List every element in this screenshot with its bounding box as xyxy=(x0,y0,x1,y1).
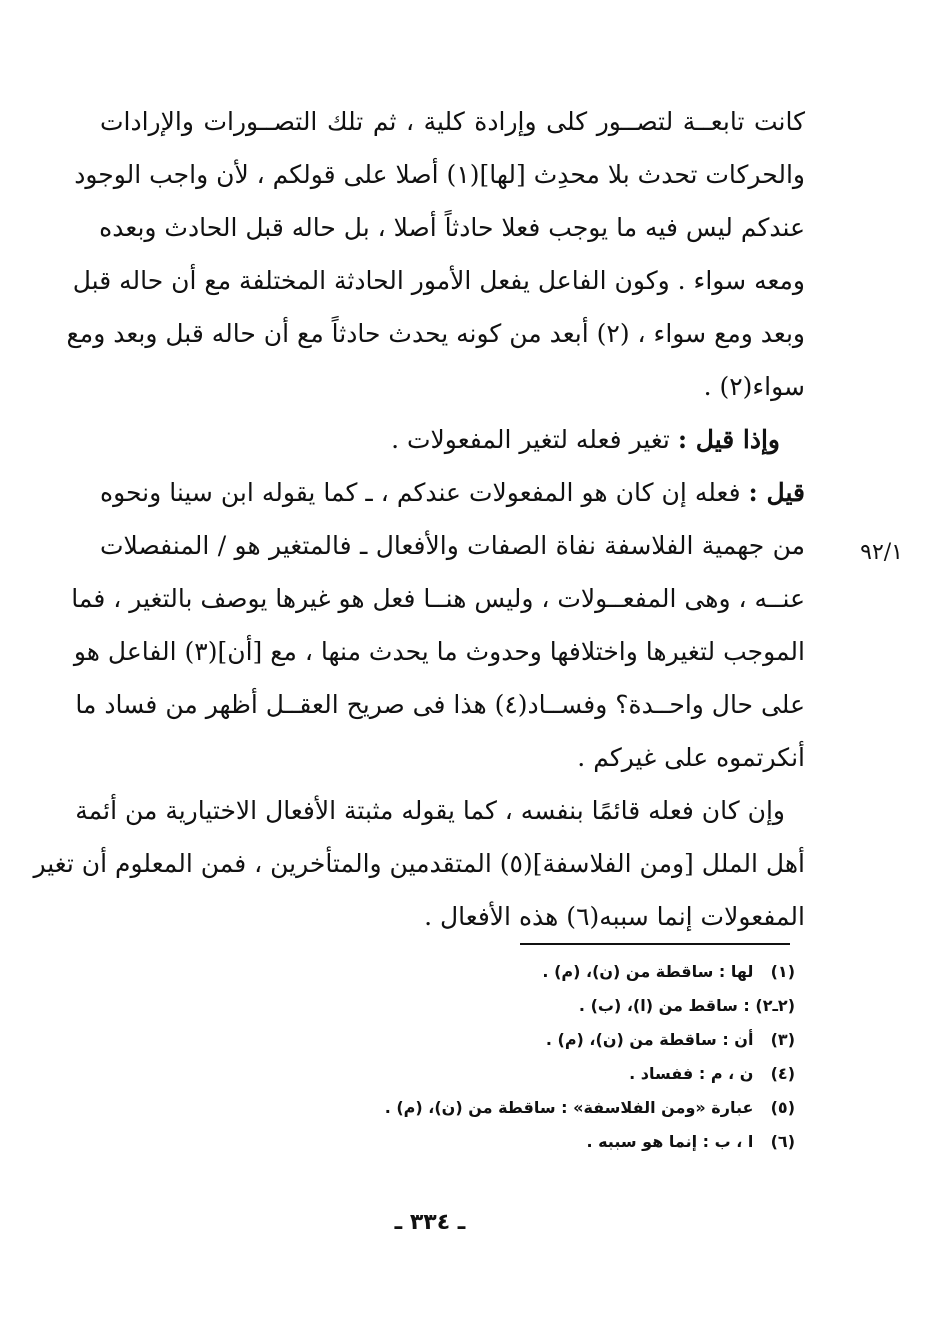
footnote xyxy=(200,1023,795,1057)
text-line: من جهمية الفلاسفة نفاة الصفات والأفعال ـ فالمتغير هو / المنفصلات xyxy=(100,531,805,560)
text-line: كانت تابعــة لتصــور كلى وإرادة كلية ، ثم تلك التصــورات والإرادات xyxy=(100,107,805,136)
footnote-text: ن ، م : ففساد . xyxy=(629,1064,754,1083)
text-line: المفعولات إنما سببه(٦) هذه الأفعال . xyxy=(424,902,805,931)
footnote xyxy=(200,955,795,989)
paragraph-question xyxy=(100,413,805,466)
footnote-number: (٦) xyxy=(770,1132,795,1151)
text-line: عنــه ، وهى المفعــولات ، وليس هنــا فعل هو غيرها يوصف بالتغير ، فما xyxy=(71,584,805,613)
footnote-number: (١) xyxy=(770,962,795,981)
text-line: عندكم ليس فيه ما يوجب فعلا حادثاً أصلا ، بل حاله قبل الحادث وبعده xyxy=(99,213,805,242)
footnote-number: (٤) xyxy=(770,1064,795,1083)
answer-text: فعله إن كان هو المفعولات عندكم ، ـ كما يقوله ابن سينا ونحوه xyxy=(100,478,749,507)
text-line: وإن كان فعله قائمًا بنفسه ، كما يقوله مثبتة الأفعال الاختيارية من أئمة xyxy=(75,796,785,825)
question-text: تغير فعله لتغير المفعولات . xyxy=(391,425,678,454)
footnote xyxy=(200,1125,795,1159)
footnote-text: لها : ساقطة من (ن)، (م) . xyxy=(542,962,754,981)
footnote-number: (٢ـ٢) xyxy=(755,996,795,1015)
margin-reference: ٩٢/١ xyxy=(860,540,903,565)
text-line: سواء(٢) . xyxy=(703,372,805,401)
page-number: ـ ٣٣٤ ـ xyxy=(394,1210,466,1235)
text-line: أنكرتموه على غيركم . xyxy=(577,743,805,772)
text-line: ومعه سواء . وكون الفاعل يفعل الأمور الحادثة المختلفة مع أن حاله قبل xyxy=(72,266,805,295)
question-lead: وإذا قيل : xyxy=(677,425,780,454)
footnote-text: : ساقط من (ا)، (ب) . xyxy=(578,996,750,1015)
footnote-divider xyxy=(520,943,790,945)
paragraph-answer-first xyxy=(100,466,805,519)
footnote xyxy=(200,1091,795,1125)
text-line: والحركات تحدث بلا محدِث [لها](١) أصلا على قولكم ، لأن واجب الوجود xyxy=(74,160,805,189)
text-line: وبعد ومع سواء ، (٢) أبعد من كونه يحدث حادثاً مع أن حاله قبل وبعد ومع xyxy=(66,319,805,348)
footnote-text: ا ، ب : إنما هو سببه . xyxy=(586,1132,754,1151)
footnotes xyxy=(200,955,795,1159)
text-line: على حال واحــدة؟ وفســاد(٤) هذا فى صريح العقــل أظهر من فساد ما xyxy=(75,690,805,719)
text-line: الموجب لتغيرها واختلافها وحدوث ما يحدث منها ، مع [أن](٣) الفاعل هو xyxy=(73,637,805,666)
footnote-text: أن : ساقطة من (ن)، (م) . xyxy=(545,1030,754,1049)
footnote xyxy=(200,989,795,1023)
answer-lead: قيل : xyxy=(748,478,805,507)
footnote-number: (٥) xyxy=(770,1098,795,1117)
footnote-number: (٣) xyxy=(770,1030,795,1049)
footnote xyxy=(200,1057,795,1091)
footnote-text: عبارة «ومن الفلاسفة» : ساقطة من (ن)، (م) . xyxy=(384,1098,754,1117)
text-line: أهل الملل [ومن الفلاسفة](٥) المتقدمين والمتأخرين ، فمن المعلوم أن تغير xyxy=(33,849,805,878)
main-text xyxy=(33,95,805,943)
